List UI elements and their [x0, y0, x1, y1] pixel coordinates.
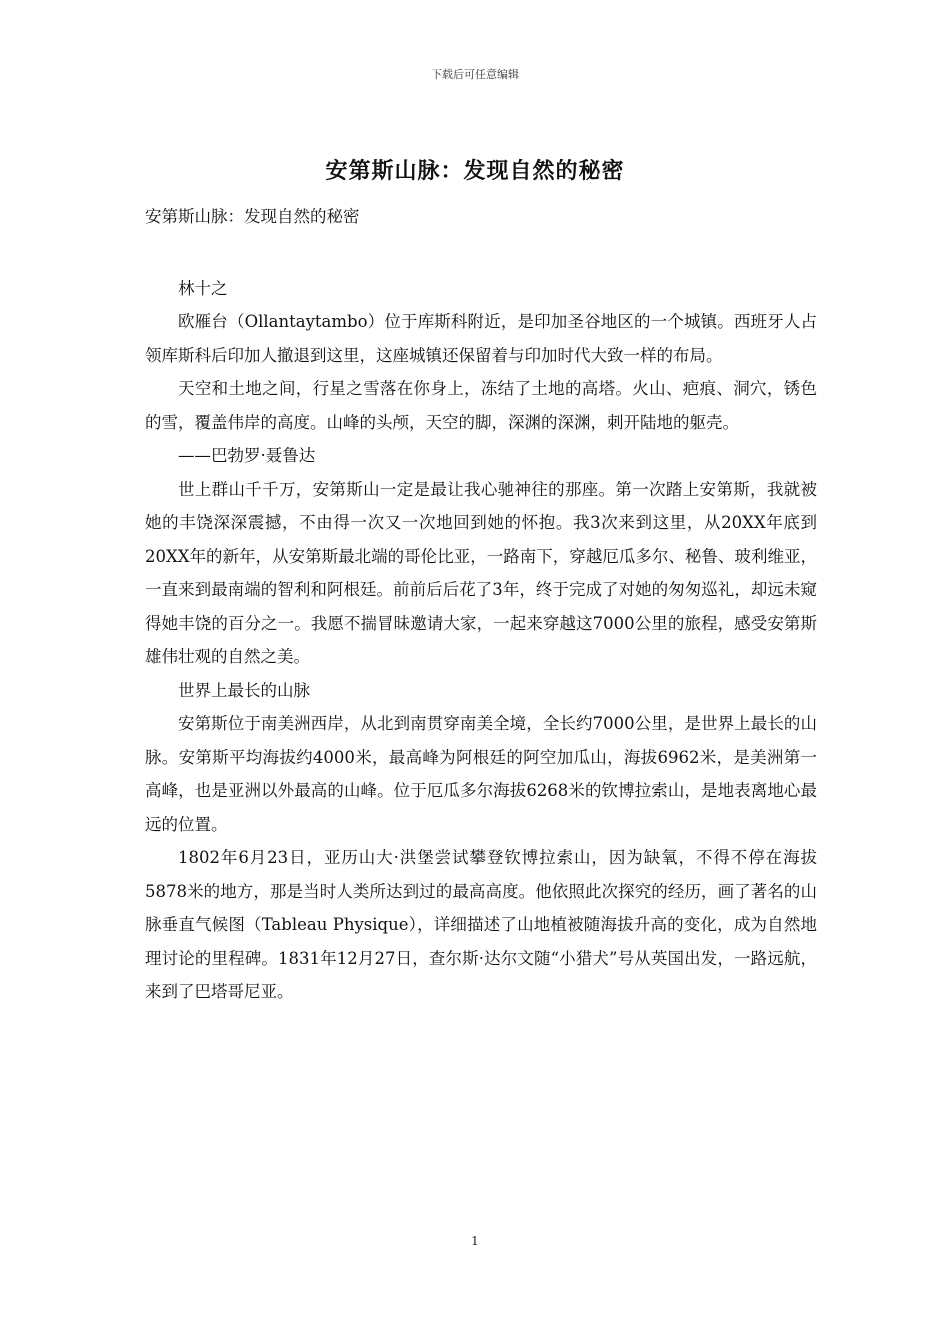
- body-paragraph: 1802年6月23日，亚历山大·洪堡尝试攀登钦博拉索山，因为缺氧，不得不停在海拔5878米的地方，那是当时人类所达到过的最高高度。他依照此次探究的经历，画了著名的山脉垂直气候图（Tableau Physique），详细描述了山地植被随海拔升高的变化，成为自然地理讨论的里程碑。1831年12月27日，查尔斯·达尔文随“小猎犬”号从英国出发，一路远航，来到了巴塔哥尼亚。: [145, 848, 817, 1001]
- document-title: 安第斯山脉：发现自然的秘密: [325, 159, 625, 184]
- page-header: 下载后可任意编辑: [431, 68, 519, 81]
- page-number: 1: [471, 1234, 479, 1248]
- document-body: [145, 200, 817, 1009]
- body-paragraph: 欧雁台（Ollantaytambo）位于库斯科附近，是印加圣谷地区的一个城镇。西班牙人占领库斯科后印加人撤退到这里，这座城镇还保留着与印加时代大致一样的布局。: [145, 312, 817, 365]
- poem-paragraph: 天空和土地之间，行星之雪落在你身上，冻结了土地的高塔。火山、疤痕、洞穴，锈色的雪，覆盖伟岸的高度。山峰的头颅，天空的脚，深渊的深渊，刺开陆地的躯壳。: [145, 379, 817, 432]
- body-paragraph: 世上群山千千万，安第斯山一定是最让我心驰神往的那座。第一次踏上安第斯，我就被她的丰饶深深震撼，不由得一次又一次地回到她的怀抱。我3次来到这里，从20XX年底到20XX年的新年，从安第斯最北端的哥伦比亚，一路南下，穿越厄瓜多尔、秘鲁、玻利维亚，一直来到最南端的智利和阿根廷。前前后后花了3年，终于完成了对她的匆匆巡礼，却远未窥得她丰饶的百分之一。我愿不揣冒昧邀请大家，一起来穿越这7000公里的旅程，感受安第斯雄伟壮观的自然之美。: [145, 479, 817, 666]
- author-line: 林十之: [178, 278, 228, 298]
- body-paragraph: 安第斯位于南美洲西岸，从北到南贯穿南美全境，全长约7000公里，是世界上最长的山脉。安第斯平均海拔约4000米，最高峰为阿根廷的阿空加瓜山，海拔6962米，是美洲第一高峰，也是亚洲以外最高的山峰。位于厄瓜多尔海拔6268米的钦博拉索山，是地表离地心最远的位置。: [145, 714, 817, 834]
- poem-attribution: ——巴勃罗·聂鲁达: [178, 446, 316, 465]
- subtitle-paragraph: 安第斯山脉：发现自然的秘密: [145, 207, 360, 226]
- spacer: [145, 234, 817, 272]
- section-heading: 世界上最长的山脉: [178, 680, 310, 700]
